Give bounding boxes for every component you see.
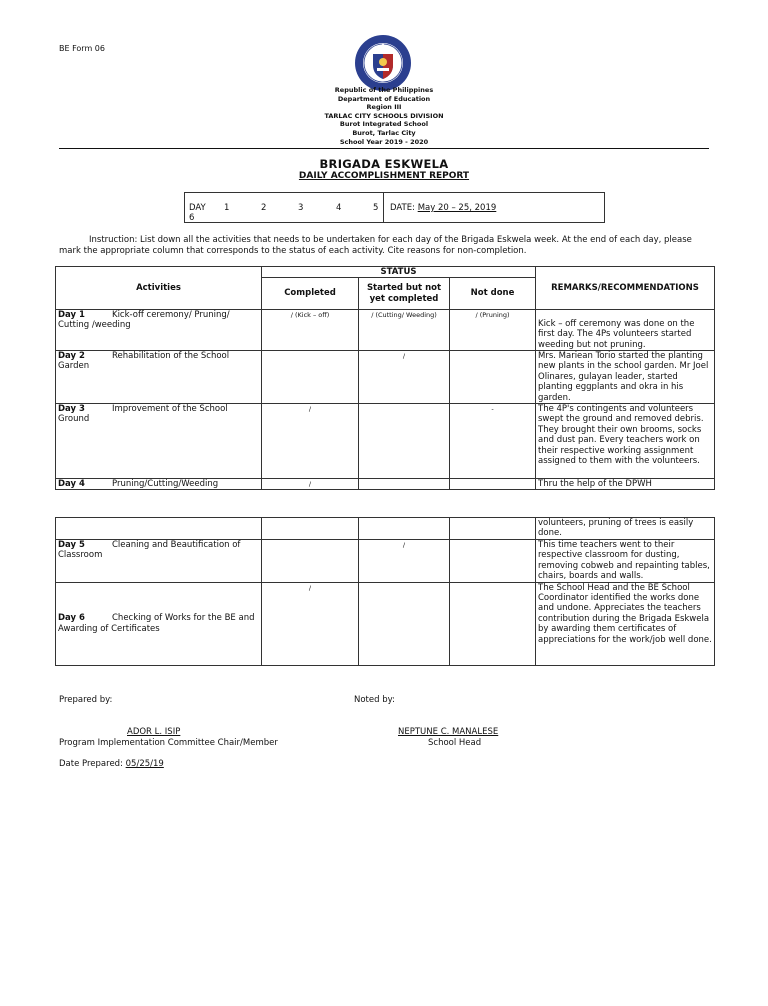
not-done-cell	[450, 582, 536, 665]
not-done-cell	[450, 518, 536, 540]
started-cell: /	[359, 351, 450, 404]
activity-text: Cleaning and Beautification of Classroom	[58, 540, 241, 561]
completed-cell	[262, 540, 359, 583]
completed-cell	[262, 351, 359, 404]
not-done-cell	[450, 351, 536, 404]
not-done-cell: / (Pruning)	[450, 310, 536, 351]
preparer-title: Program Implementation Committee Chair/Member	[59, 738, 278, 748]
table-row	[56, 351, 715, 404]
day-number: 1	[224, 203, 230, 213]
date-prepared-label: Date Prepared:	[59, 759, 123, 769]
remarks-cell: volunteers, pruning of trees is easily done.	[536, 518, 715, 540]
completed-cell: /	[262, 404, 359, 479]
not-done-cell: -	[450, 404, 536, 479]
instruction-text: Instruction: List down all the activities that needs to be undertaken for each day of the Brigada Eskwela week. At the end of each day, please mark the appropriate column that corresponds to the status of each activity. Cite reasons for non-completion.	[59, 235, 692, 256]
started-cell: /	[359, 540, 450, 583]
day-number: 4	[336, 203, 342, 213]
not-done-cell	[450, 540, 536, 583]
table-row	[56, 582, 715, 665]
completed-cell: /	[262, 479, 359, 490]
header-status: STATUS	[262, 267, 536, 278]
document-title: BRIGADA ESKWELA	[319, 157, 449, 171]
noter-name: NEPTUNE C. MANALESE	[398, 727, 499, 737]
activity-text: Rehabilitation of the School Garden	[58, 351, 230, 372]
table-row	[56, 518, 715, 540]
date-field	[390, 203, 496, 213]
header-line: TARLAC CITY SCHOOLS DIVISION	[324, 111, 444, 120]
remarks-cell: The 4P's contingents and volunteers swept the ground and removed debris. They brought their own brooms, socks and dust pan. Every teachers work on their respective working assignment assigned to them with the volunteers.	[536, 404, 715, 479]
table-row	[56, 479, 715, 490]
activity-cell	[56, 479, 262, 490]
started-cell	[359, 404, 450, 479]
activity-text: Kick-off ceremony/ Pruning/ Cutting /weeding	[58, 310, 230, 331]
not-done-cell	[450, 479, 536, 490]
header-line: Republic of the Philippines	[334, 86, 434, 94]
remarks-cell: Kick – off ceremony was done on the first day. The 4Ps volunteers started weeding but not pruning.	[536, 310, 715, 351]
day-date-box	[184, 192, 605, 223]
started-cell	[359, 518, 450, 540]
activity-text: Checking of Works for the BE and Awarding of Certificates	[58, 613, 255, 634]
day-label: Day 1	[58, 310, 85, 320]
day-label: Day 5	[58, 540, 85, 550]
table-row	[56, 310, 715, 351]
day-label: Day 4	[58, 479, 85, 490]
accomplishment-table-continued	[55, 517, 715, 666]
day-number: 5	[373, 203, 379, 213]
date-prepared-value: 05/25/19	[125, 759, 164, 769]
date-prepared	[59, 759, 164, 769]
day-label: Day 6	[58, 613, 85, 624]
completed-cell: / (Kick – off)	[262, 310, 359, 351]
activity-cell	[56, 582, 262, 665]
header-activities: Activities	[56, 267, 262, 310]
started-cell	[359, 582, 450, 665]
date-label: DATE:	[390, 203, 415, 213]
header-remarks: REMARKS/RECOMMENDATIONS	[536, 267, 715, 310]
activity-cell	[56, 404, 262, 479]
remarks-cell: Mrs. Mariean Torio started the planting new plants in the school garden. Mr Joel Olinares, gulayan leader, started planting eggplants and okra in his garden.	[536, 351, 715, 404]
completed-cell: /	[262, 582, 359, 665]
header-started: Started but not yet completed	[359, 278, 450, 310]
header-line: School Year 2019 - 2020	[339, 137, 429, 146]
table-row	[56, 404, 715, 479]
activity-cell	[56, 518, 262, 540]
started-cell	[359, 479, 450, 490]
activity-cell	[56, 351, 262, 404]
preparer-name: ADOR L. ISIP	[127, 727, 181, 737]
day-label: Day 2	[58, 351, 85, 361]
day-label: Day 3	[58, 404, 85, 415]
activity-text: Improvement of the School Ground	[58, 404, 228, 425]
header-completed: Completed	[262, 278, 359, 310]
header-not-done: Not done	[450, 278, 536, 310]
activity-text: Pruning/Cutting/Weeding	[112, 479, 219, 490]
form-label: BE Form 06	[59, 44, 105, 53]
table-row	[56, 540, 715, 583]
remarks-cell: This time teachers went to their respective classroom for dusting, removing cobweb and repainting tables, chairs, boards and walls.	[536, 540, 715, 583]
header-line: Burot Integrated School	[339, 120, 429, 129]
accomplishment-table	[55, 266, 715, 490]
document-subtitle: DAILY ACCOMPLISHMENT REPORT	[298, 171, 470, 181]
activity-cell	[56, 540, 262, 583]
box-divider	[383, 193, 384, 222]
header-line: Region III	[366, 103, 402, 112]
header-line: Department of Education	[337, 94, 431, 103]
day-number: 2	[261, 203, 267, 213]
started-cell: / (Cutting/ Weeding)	[359, 310, 450, 351]
remarks-cell: Thru the help of the DPWH	[536, 479, 715, 490]
day-number: 3	[298, 203, 304, 213]
prepared-by-label: Prepared by:	[59, 695, 113, 705]
activity-cell	[56, 310, 262, 351]
day-number: 6	[189, 213, 195, 223]
agency-header	[0, 86, 768, 146]
completed-cell	[262, 518, 359, 540]
day-label: DAY	[189, 203, 206, 213]
date-value: May 20 – 25, 2019	[417, 203, 497, 213]
header-line: Burot, Tarlac City	[352, 128, 416, 137]
remarks-cell: The School Head and the BE School Coordinator identified the works done and undone. Appreciates the teachers contribution during the Brigada Eskwela by awarding them certificates of appreciations for the work/job well done.	[536, 582, 715, 665]
noted-by-label: Noted by:	[354, 695, 395, 705]
deped-seal-logo	[354, 34, 412, 92]
header-rule	[59, 148, 709, 149]
noter-title: School Head	[428, 738, 482, 748]
